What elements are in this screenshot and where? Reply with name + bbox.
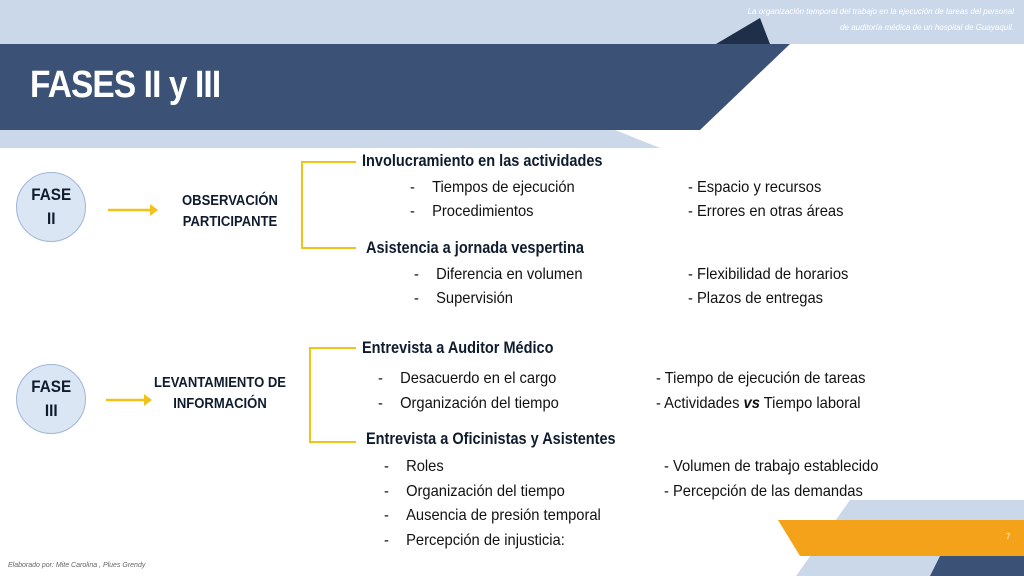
phase2-group1-right-2: - Errores en otras áreas xyxy=(688,203,844,220)
phase2-group1-left-1: - Tiempos de ejecución xyxy=(410,179,575,196)
phase3-bracket xyxy=(310,348,356,442)
phase2-group2-right-2: - Plazos de entregas xyxy=(688,290,824,307)
bullet-dash: - xyxy=(410,179,415,196)
phase3-group1-right-1: - Tiempo de ejecución de tareas xyxy=(656,370,866,387)
phase2-group2-right-1: - Flexibilidad de horarios xyxy=(688,266,849,283)
bullet-dash: - xyxy=(384,483,389,500)
phase2-group1-heading: Involucramiento en las actividades xyxy=(362,152,603,170)
phase2-method: OBSERVACIÓN PARTICIPANTE xyxy=(182,193,278,230)
bullet-dash: - xyxy=(378,395,383,412)
phase3-group2-left-3: - Ausencia de presión temporal xyxy=(384,507,601,524)
bullet-dash: - xyxy=(410,203,415,220)
phase2-group2-heading: Asistencia a jornada vespertina xyxy=(366,239,584,257)
bullet-dash: - xyxy=(414,290,419,307)
header-subtitle-line1: La organización temporal del trabajo en la ejecución de tareas del personal xyxy=(747,7,1014,16)
phase3-group1-left-2: - Organización del tiempo xyxy=(378,395,559,412)
phase2-group1-left-2: - Procedimientos xyxy=(410,203,534,220)
phase3-group1-right-2: - Actividades vs Tiempo laboral xyxy=(656,395,861,412)
phase2-group2-left-2: - Supervisión xyxy=(414,290,514,307)
slide-title: FASES II y III xyxy=(30,64,221,106)
phase2-group1-right-1: - Espacio y recursos xyxy=(688,179,822,196)
phase2-group2-left-1: - Diferencia en volumen xyxy=(414,266,583,283)
phase2-bracket xyxy=(302,162,356,248)
bullet-dash: - xyxy=(384,507,389,524)
phase2-label: FASE II xyxy=(31,185,71,228)
bullet-dash: - xyxy=(384,532,389,549)
phase2-circle xyxy=(16,172,86,242)
phase3-group1-heading: Entrevista a Auditor Médico xyxy=(362,339,554,357)
phase3-group2-left-2: - Organización del tiempo xyxy=(384,483,565,500)
phase3-group2-left-4: - Percepción de injusticia: xyxy=(384,532,565,549)
bullet-dash: - xyxy=(378,370,383,387)
phase3-group2-heading: Entrevista a Oficinistas y Asistentes xyxy=(366,430,616,448)
phase2-arrow xyxy=(108,204,158,216)
phase3-group2-left-1: - Roles xyxy=(384,458,444,475)
phase3-label: FASE III xyxy=(31,377,71,420)
phase3-group2-right-2: - Percepción de las demandas xyxy=(664,483,863,500)
phase3-circle xyxy=(16,364,86,434)
phase3-method: LEVANTAMIENTO DE INFORMACIÓN xyxy=(154,375,286,412)
phase3-group2-right-1: - Volumen de trabajo establecido xyxy=(664,458,879,475)
page-number: 7 xyxy=(1006,532,1011,541)
header-subtitle-line2: de auditoría médica de un hospital de Guayaquil. xyxy=(840,23,1014,32)
bullet-dash: - xyxy=(384,458,389,475)
phase3-arrow xyxy=(106,394,152,406)
footer-credit: Elaborado por: Mite Carolina , Plues Grendy xyxy=(8,562,146,569)
bullet-dash: - xyxy=(414,266,419,283)
phase3-group1-left-1: - Desacuerdo en el cargo xyxy=(378,370,557,387)
